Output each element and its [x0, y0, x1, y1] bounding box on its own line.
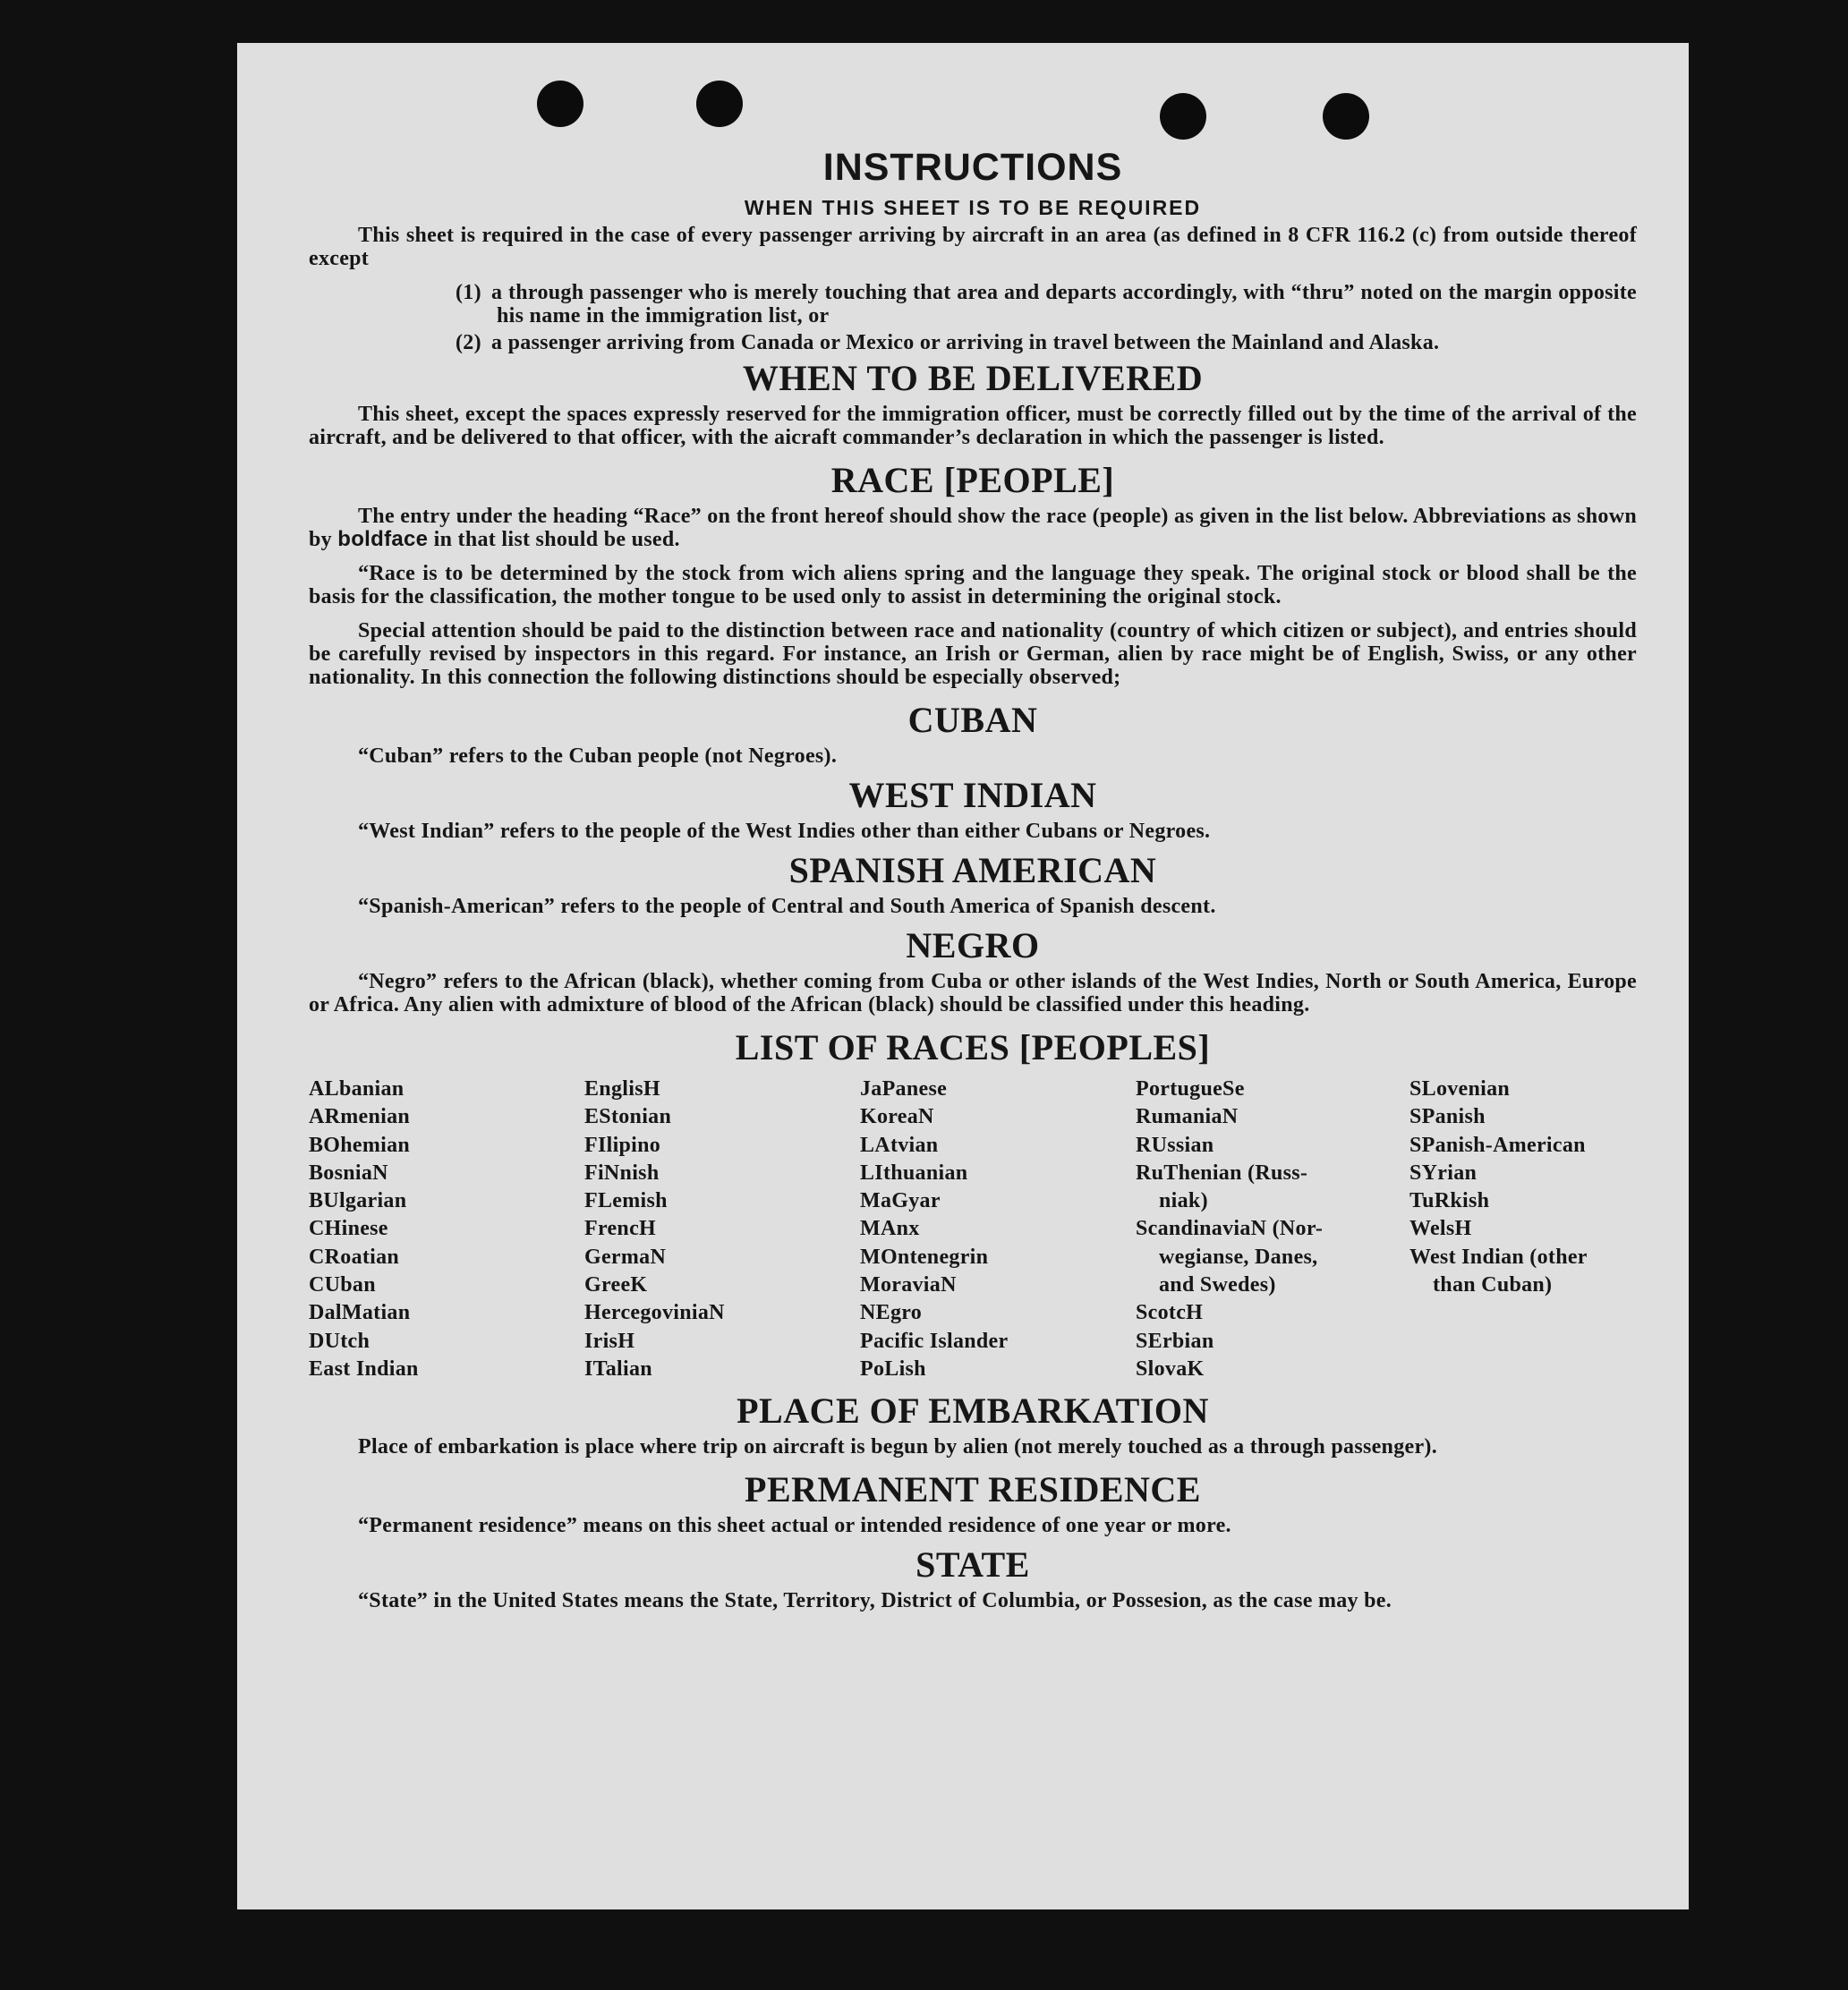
race-list-item: ARmenian: [309, 1105, 411, 1129]
race-list-item: FrencH: [584, 1217, 656, 1241]
race-list-item: GermaN: [584, 1245, 667, 1269]
section-heading-cuban: CUBAN: [907, 700, 1038, 740]
race-list-item: PoLish: [860, 1356, 926, 1381]
race-list-item: RumaniaN: [1136, 1105, 1239, 1129]
section-heading-spanish-american: SPANISH AMERICAN: [788, 850, 1157, 890]
race-list-item: LIthuanian: [860, 1161, 968, 1185]
race-list-item: ITalian: [584, 1356, 652, 1381]
race-list-item: MAnx: [860, 1217, 920, 1241]
race-list-item: EnglisH: [584, 1077, 660, 1101]
delivered-text: This sheet, except the spaces expressly reserved for the immigration officer, must be correctly filled out by the time of the arrival of the aircraft, and be delivered to that officer, with the aicraft commander’s declaration in which the passenger is listed.: [309, 403, 1637, 449]
race-paragraph: “Race is to be determined by the stock from wich aliens spring and the language they speak. The original stock or blood shall be the basis for the classification, the mother tongue to be used only to assist in determining the original stock.: [309, 562, 1637, 608]
race-list-item: SPanish: [1409, 1105, 1486, 1129]
exception-text: a passenger arriving from Canada or Mexico or arriving in travel between the Mainland and Alaska.: [491, 331, 1440, 354]
negro-text: “Negro” refers to the African (black), whether coming from Cuba or other islands of the West Indies, North or South America, Europe or Africa. Any alien with admixture of blood of the African (black) should be classified under this heading.: [309, 970, 1637, 1016]
exception-item: [309, 281, 1637, 327]
race-list-item: and Swedes): [1159, 1273, 1276, 1297]
required-intro: This sheet is required in the case of every passenger arriving by aircraft in an area (as defined in 8 CFR 116.2 (c) from outside thereof except: [309, 224, 1637, 270]
spanish-american-text: “Spanish-American” refers to the people of Central and South America of Spanish descent.: [358, 895, 1216, 918]
race-list-item: MaGyar: [860, 1189, 941, 1213]
race-list-item: BosniaN: [309, 1161, 388, 1185]
race-list-item: RUssian: [1136, 1133, 1214, 1157]
race-list-item: than Cuban): [1433, 1273, 1553, 1297]
race-list-item: CRoatian: [309, 1245, 400, 1269]
race-list-item: CHinese: [309, 1217, 388, 1241]
race-list-item: RuThenian (Russ-: [1136, 1161, 1308, 1185]
race-list-item: Pacific Islander: [860, 1329, 1009, 1353]
race-column: [860, 1076, 1136, 1383]
exception-item: [309, 331, 1637, 354]
exception-number: (1): [456, 281, 481, 304]
page-title: INSTRUCTIONS: [822, 146, 1123, 189]
race-list-item: DalMatian: [309, 1301, 411, 1325]
race-paragraph: [309, 505, 1637, 551]
section-heading-list-of-races: LIST OF RACES [PEOPLES]: [735, 1027, 1211, 1067]
race-list-item: TuRkish: [1409, 1189, 1490, 1213]
race-list-item: GreeK: [584, 1273, 648, 1297]
race-list-item: ALbanian: [309, 1077, 405, 1101]
residence-text: “Permanent residence” means on this sheet actual or intended residence of one year or more.: [358, 1514, 1231, 1538]
race-column: [1136, 1076, 1409, 1383]
race-list-item: JaPanese: [860, 1077, 948, 1101]
race-list-item: FLemish: [584, 1189, 668, 1213]
embarkation-text: Place of embarkation is place where trip on aircraft is begun by alien (not merely touched as a through passenger).: [358, 1435, 1437, 1459]
race-paragraph: Special attention should be paid to the distinction between race and nationality (country of which citizen or subject), and entries should be carefully revised by inspectors in this regard. For instance, an Irish or German, alien by race might be of English, Swiss, or any other nationality. In this connection the following distinctions should be especially observed;: [309, 619, 1637, 689]
race-column: [584, 1076, 860, 1383]
race-list-table: [309, 1076, 1637, 1383]
west-indian-text: “West Indian” refers to the people of the West Indies other than either Cubans or Negroes.: [358, 820, 1211, 843]
race-list-item: CUban: [309, 1273, 376, 1297]
state-text: “State” in the United States means the State, Territory, District of Columbia, or Possesion, as the case may be.: [358, 1589, 1392, 1613]
race-list-item: BUlgarian: [309, 1189, 407, 1213]
section-heading-west-indian: WEST INDIAN: [848, 775, 1097, 815]
race-column: [1409, 1076, 1633, 1383]
race-list-item: MOntenegrin: [860, 1245, 989, 1269]
punch-hole: [1323, 93, 1369, 140]
exception-number: (2): [456, 331, 481, 354]
race-list-item: FiNnish: [584, 1161, 660, 1185]
instructions-content: [309, 145, 1637, 1623]
race-list-item: DUtch: [309, 1329, 370, 1353]
section-heading-residence: PERMANENT RESIDENCE: [745, 1469, 1201, 1510]
exception-text: a through passenger who is merely touching that area and departs accordingly, with “thru” noted on the margin opposite his name in the immigration list, or: [491, 281, 1637, 327]
race-list-item: East Indian: [309, 1356, 419, 1381]
race-list-item: ScandinaviaN (Nor-: [1136, 1217, 1324, 1241]
punch-hole: [1160, 93, 1206, 140]
race-list-item: ScotcH: [1136, 1301, 1204, 1325]
race-list-item: NEgro: [860, 1301, 923, 1325]
race-column: [309, 1076, 584, 1383]
race-list-item: WelsH: [1409, 1217, 1472, 1241]
section-heading-embarkation: PLACE OF EMBARKATION: [737, 1390, 1209, 1432]
race-list-item: SPanish-American: [1409, 1133, 1586, 1157]
race-list-item: IrisH: [584, 1329, 635, 1353]
punch-hole: [696, 81, 743, 127]
race-paragraph-part: The entry under the heading “Race” on the front hereof should show the race (people) as given in the list below. Abbreviations as shown by: [309, 505, 1637, 551]
race-paragraph-part: in that list should be used.: [428, 528, 680, 551]
race-list-item: SYrian: [1409, 1161, 1478, 1185]
race-list-item: FIlipino: [584, 1133, 661, 1157]
race-list-item: MoraviaN: [860, 1273, 957, 1297]
race-list-item: SErbian: [1136, 1329, 1214, 1353]
race-list-item: wegianse, Danes,: [1159, 1245, 1318, 1269]
section-heading-delivered: WHEN TO BE DELIVERED: [742, 358, 1204, 398]
cuban-text: “Cuban” refers to the Cuban people (not Negroes).: [358, 744, 838, 768]
race-list-item: West Indian (other: [1409, 1245, 1588, 1269]
section-heading-race: RACE [PEOPLE]: [830, 460, 1115, 500]
race-list-item: EStonian: [584, 1105, 672, 1129]
race-list-item: niak): [1159, 1189, 1208, 1213]
race-list-item: KoreaN: [860, 1105, 934, 1129]
race-list-item: LAtvian: [860, 1133, 939, 1157]
section-heading-negro: NEGRO: [906, 925, 1040, 965]
instruction-sheet: [237, 43, 1689, 1909]
boldface-word: boldface: [337, 527, 429, 551]
race-list-item: SlovaK: [1136, 1356, 1205, 1381]
race-list-item: HercegoviniaN: [584, 1301, 725, 1325]
race-list-item: BOhemian: [309, 1133, 411, 1157]
page-subtitle: WHEN THIS SHEET IS TO BE REQUIRED: [744, 196, 1202, 219]
punch-hole: [537, 81, 583, 127]
race-list-item: PortugueSe: [1136, 1077, 1245, 1101]
section-heading-state: STATE: [915, 1544, 1030, 1586]
race-list-item: SLovenian: [1409, 1077, 1511, 1101]
